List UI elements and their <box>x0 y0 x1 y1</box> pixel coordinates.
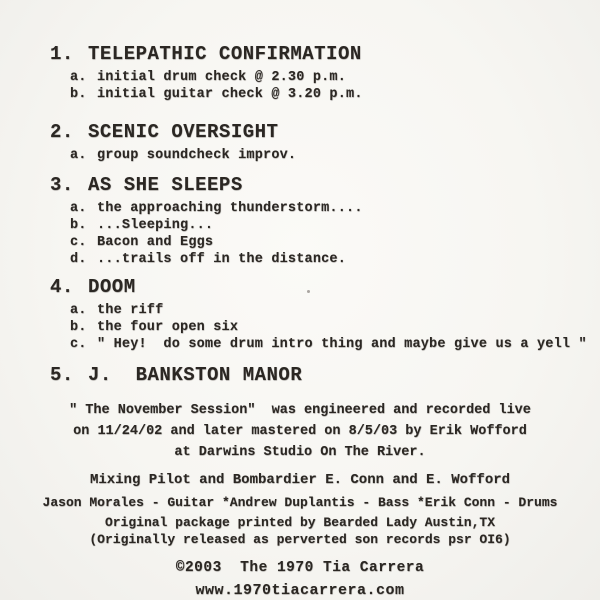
track-number: 2. <box>50 121 74 143</box>
subtrack-text: the four open six <box>97 320 239 335</box>
subtrack-text: the riff <box>97 303 164 318</box>
track-2 <box>0 120 600 164</box>
track-title: J. BANKSTON MANOR <box>88 364 303 386</box>
subtrack-label: b. <box>70 320 87 335</box>
engineering-credit-line-2: on 11/24/02 and later mastered on 8/5/03 by Erik Wofford <box>73 424 527 439</box>
mixing-credit: Mixing Pilot and Bombardier E. Conn and E. Wofford <box>89 472 511 488</box>
track-number: 3. <box>50 174 74 196</box>
track-title: SCENIC OVERSIGHT <box>88 121 279 143</box>
subtrack-text: ...Sleeping... <box>97 218 214 233</box>
subtrack-text: group soundcheck improv. <box>97 148 297 163</box>
subtrack-text: ...trails off in the distance. <box>97 252 347 267</box>
track-3-header <box>0 173 600 197</box>
reissue-note: (Originally released as perverted son records psr OI6) <box>89 532 511 547</box>
track-1-subtrack-a <box>0 69 600 86</box>
track-1-subtrack-b <box>0 86 600 103</box>
track-3-subtrack-d <box>0 251 600 268</box>
track-number: 1. <box>50 43 74 65</box>
subtrack-label: a. <box>70 303 87 318</box>
credits-block <box>0 400 600 600</box>
track-3-subtrack-b <box>0 217 600 234</box>
personnel-credit: Jason Morales - Guitar *Andrew Duplantis - Bass *Erik Conn - Drums <box>42 495 558 510</box>
website-url: www.1970tiacarrera.com <box>195 582 405 599</box>
subtrack-label: d. <box>70 252 87 267</box>
track-title: AS SHE SLEEPS <box>88 174 243 196</box>
track-2-header <box>0 120 600 144</box>
track-2-subtrack-a <box>0 147 600 164</box>
package-credit: Original package printed by Bearded Lady Austin,TX <box>104 515 496 530</box>
track-title: TELEPATHIC CONFIRMATION <box>88 43 362 65</box>
engineering-credit-line-3: at Darwins Studio On The River. <box>174 445 426 460</box>
subtrack-label: c. <box>70 337 87 352</box>
subtrack-text: " Hey! do some drum intro thing and maybe give us a yell " <box>97 337 587 352</box>
track-4 <box>0 275 600 353</box>
subtrack-text: the approaching thunderstorm.... <box>97 201 363 216</box>
track-3-subtrack-a <box>0 200 600 217</box>
copyright-line: ©2003 The 1970 Tia Carrera <box>175 560 425 576</box>
track-5 <box>0 363 600 387</box>
track-title: DOOM <box>88 276 136 298</box>
subtrack-label: a. <box>70 201 87 216</box>
subtrack-text: Bacon and Eggs <box>97 235 214 250</box>
track-1 <box>0 42 600 103</box>
ink-speck <box>307 290 310 293</box>
subtrack-label: c. <box>70 235 87 250</box>
engineering-credit-line-1: " The November Session" was engineered and recorded live <box>69 403 531 418</box>
track-5-header <box>0 363 600 387</box>
subtrack-label: a. <box>70 70 87 85</box>
subtrack-text: initial guitar check @ 3.20 p.m. <box>97 87 363 102</box>
subtrack-label: a. <box>70 148 87 163</box>
track-4-subtrack-c <box>0 336 600 353</box>
subtrack-label: b. <box>70 87 87 102</box>
track-4-header <box>0 275 600 299</box>
track-4-subtrack-a <box>0 302 600 319</box>
track-number: 5. <box>50 364 74 386</box>
subtrack-label: b. <box>70 218 87 233</box>
track-1-header <box>0 42 600 66</box>
track-4-subtrack-b <box>0 319 600 336</box>
track-3 <box>0 173 600 268</box>
track-number: 4. <box>50 276 74 298</box>
subtrack-text: initial drum check @ 2.30 p.m. <box>97 70 347 85</box>
track-3-subtrack-c <box>0 234 600 251</box>
